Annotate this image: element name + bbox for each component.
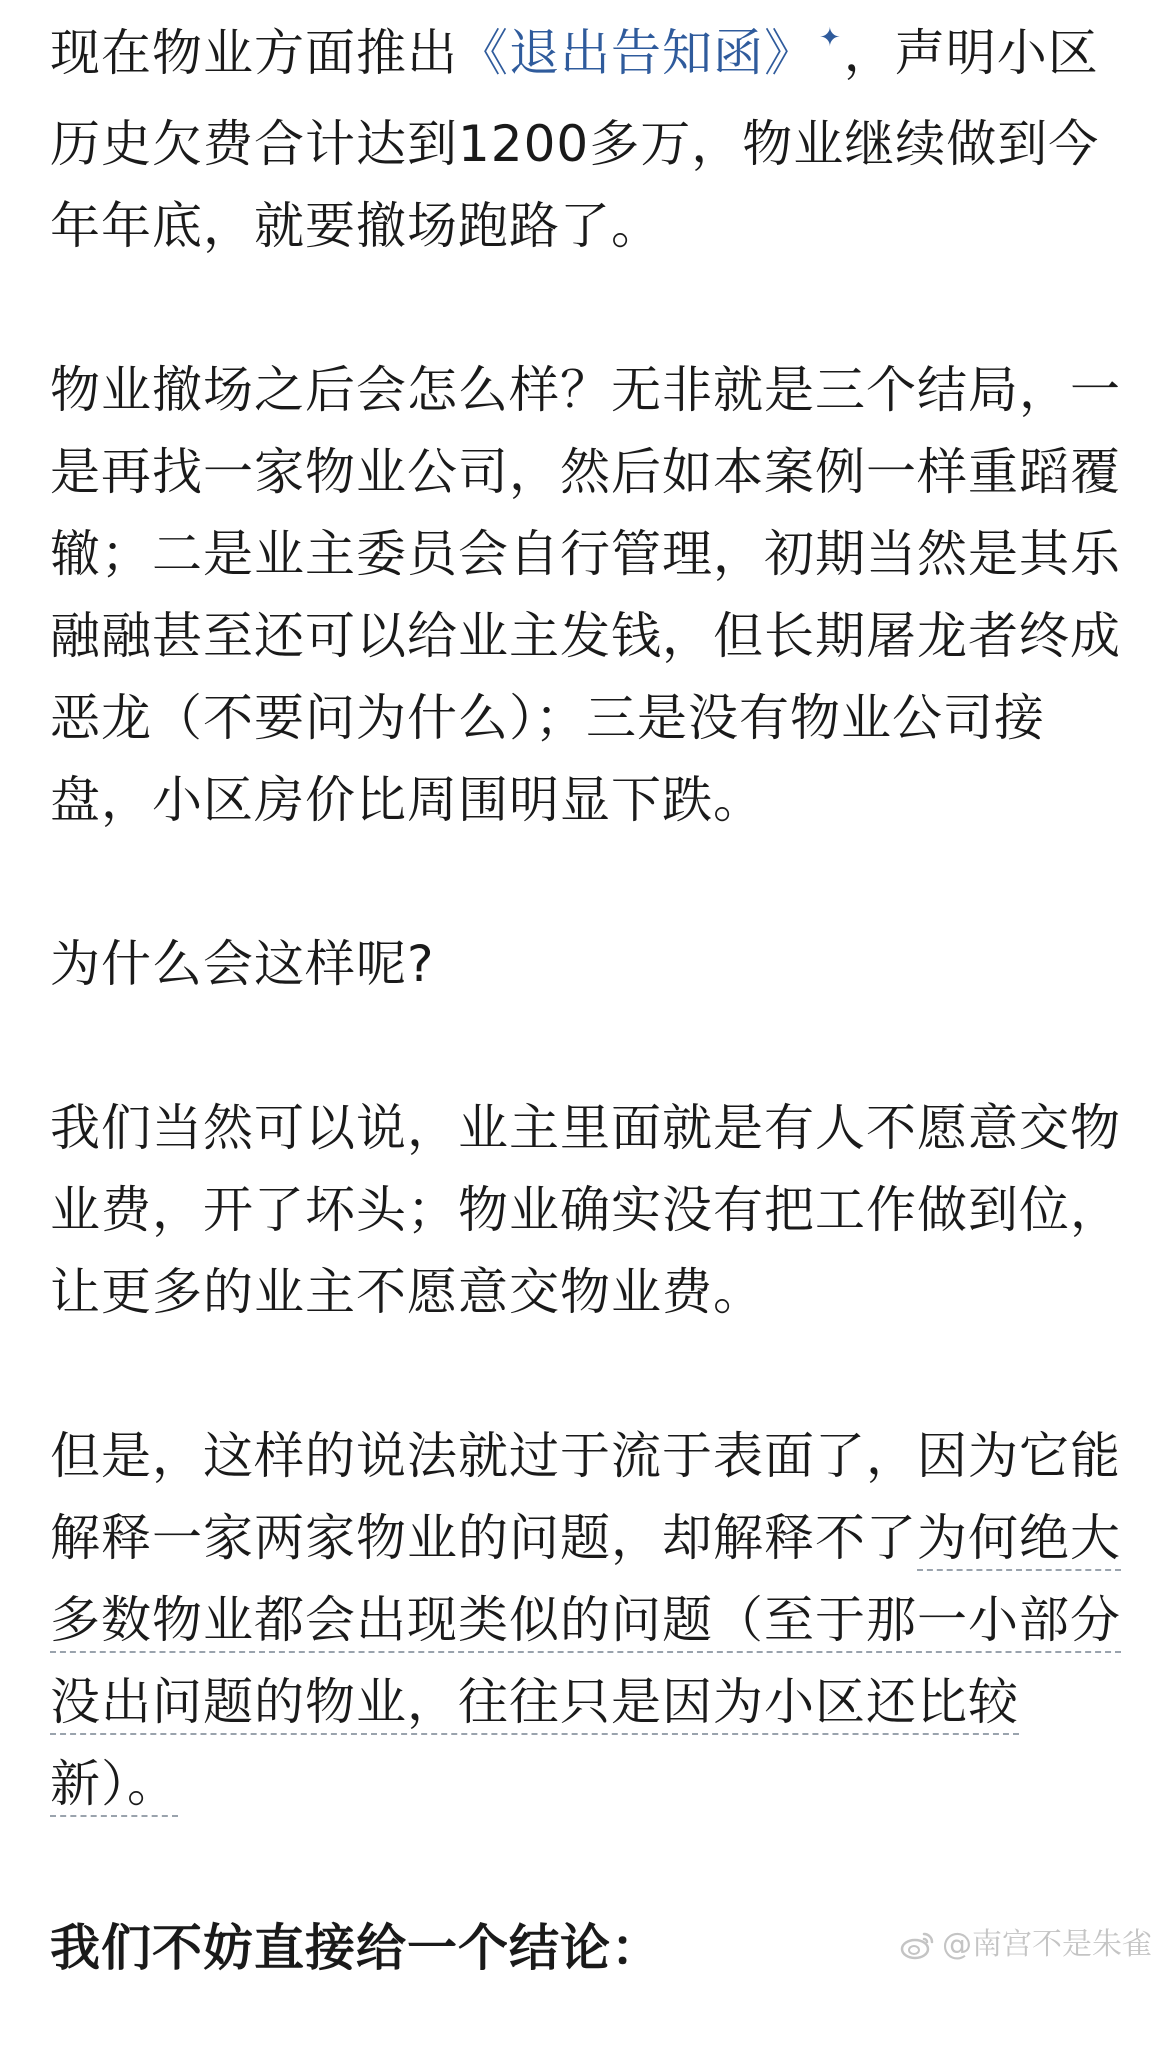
watermark — [900, 1925, 1152, 1965]
weibo-icon — [900, 1930, 936, 1960]
paragraph-1 — [50, 12, 1130, 267]
paragraph-3: 为什么会这样呢? — [50, 935, 435, 993]
article-body — [50, 12, 1130, 2071]
notice-letter-link[interactable]: 《退出告知函》 — [458, 24, 815, 82]
paragraph-1-text-after: ，声明小区历史欠费合计达到1200多万，物业继续做到今年年底，就要撤场跑路了。 — [50, 24, 1100, 255]
paragraph-5 — [50, 1415, 1130, 1825]
watermark-text: @南宫不是朱雀 — [942, 1927, 1152, 1962]
underlined-phrase[interactable]: 为何绝大多数物业都会出现类似的问题（至于那一小部分没出问题的物业，往往只是因为小区还比较新）。 — [50, 1509, 1121, 1813]
paragraph-2: 物业撤场之后会怎么样？无非就是三个结局，一是再找一家物业公司，然后如本案例一样重蹈覆辙；二是业主委员会自行管理，初期当然是其乐融融甚至还可以给业主发钱，但长期屠龙者终成恶龙（不要问为什么）；三是没有物业公司接盘，小区房价比周围明显下跌。 — [50, 361, 1121, 829]
paragraph-6: 我们不妨直接给一个结论： — [50, 1919, 662, 1977]
paragraph-1-text-before: 现在物业方面推出 — [50, 24, 458, 82]
paragraph-4: 我们当然可以说，业主里面就是有人不愿意交物业费，开了坏头；物业确实没有把工作做到位，让更多的业主不愿意交物业费。 — [50, 1099, 1121, 1321]
paragraph-5-text: 但是，这样的说法就过于流于表面了，因为它能解释一家两家物业的问题，却解释不了 — [50, 1427, 1121, 1567]
sparkle-icon: ✦ — [819, 23, 842, 53]
